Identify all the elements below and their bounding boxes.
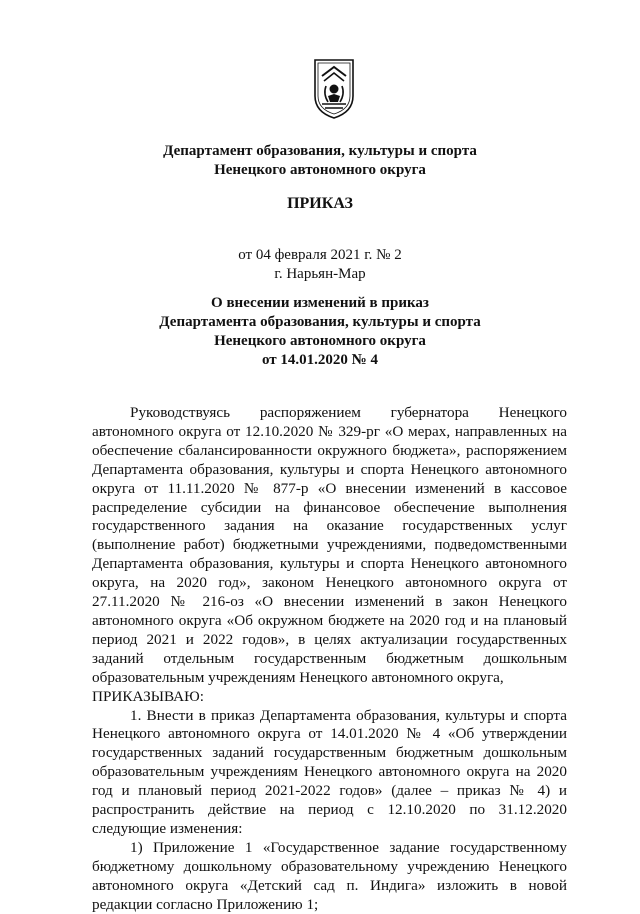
document-meta — [0, 246, 640, 284]
document-type: ПРИКАЗ — [287, 195, 353, 212]
document-body — [92, 404, 567, 914]
date-number: от 04 февраля 2021 г. № 2 — [238, 247, 402, 263]
subject-line2: Департамента образования, культуры и спорта — [159, 314, 481, 330]
subitem-1-paragraph: 1) Приложение 1 «Государственное задание государственному бюджетному дошкольному образовательному учреждению Ненецкого автономного округа «Детский сад п. Индига» изложить в новой редакции согласно Приложению 1; — [92, 838, 567, 913]
city: г. Нарьян-Мар — [274, 266, 366, 282]
order-word: ПРИКАЗЫВАЮ: — [92, 687, 204, 705]
coat-of-arms-emblem — [312, 56, 356, 120]
subject-line4: от 14.01.2020 № 4 — [262, 352, 378, 368]
department-name — [0, 142, 640, 180]
subject-line3: Ненецкого автономного округа — [214, 333, 426, 349]
subject-line1: О внесении изменений в приказ — [211, 295, 429, 311]
department-name-line1: Департамент образования, культуры и спорта — [163, 143, 477, 159]
preamble-paragraph: Руководствуясь распоряжением губернатора Ненецкого автономного округа от 12.10.2020 № 329-рг «О мерах, направленных на обеспечение сбалансированности окружного бюджета», распоряжением Департамента образования, культуры и спорта Ненецкого автономного округа от 11.11.2020 № 877-р «О внесении изменений в кассовое распределение субсидии на финансовое обеспечение выполнения государственного задания на оказание государственных услуг (выполнение работ) бюджетными учреждениями, подведомственными Департамента образования, культуры и спорта Ненецкого автономного округа, на 2020 год», законом Ненецкого автономного округа от 27.11.2020 № 216-оз «О внесении изменений в закон Ненецкого автономного округа «Об окружном бюджете на 2020 год и на плановый период 2021 и 2022 годов», в целях актуализации государственных заданий отдельным государственным бюджетным дошкольным образовательным учреждениям Ненецкого автономного округа, — [92, 404, 567, 686]
document-subject — [0, 294, 640, 370]
item-1-paragraph: 1. Внести в приказ Департамента образования, культуры и спорта Ненецкого автономного округа от 14.01.2020 № 4 «Об утверждении государственных заданий государственным бюджетным дошкольным образовательным учреждениям Ненецкого автономного округа на 2020 год и плановый период 2021-2022 годов» (далее – приказ № 4) и распространить действие на период с 12.10.2020 по 31.12.2020 следующие изменения: — [92, 706, 567, 837]
department-name-line2: Ненецкого автономного округа — [214, 162, 426, 178]
